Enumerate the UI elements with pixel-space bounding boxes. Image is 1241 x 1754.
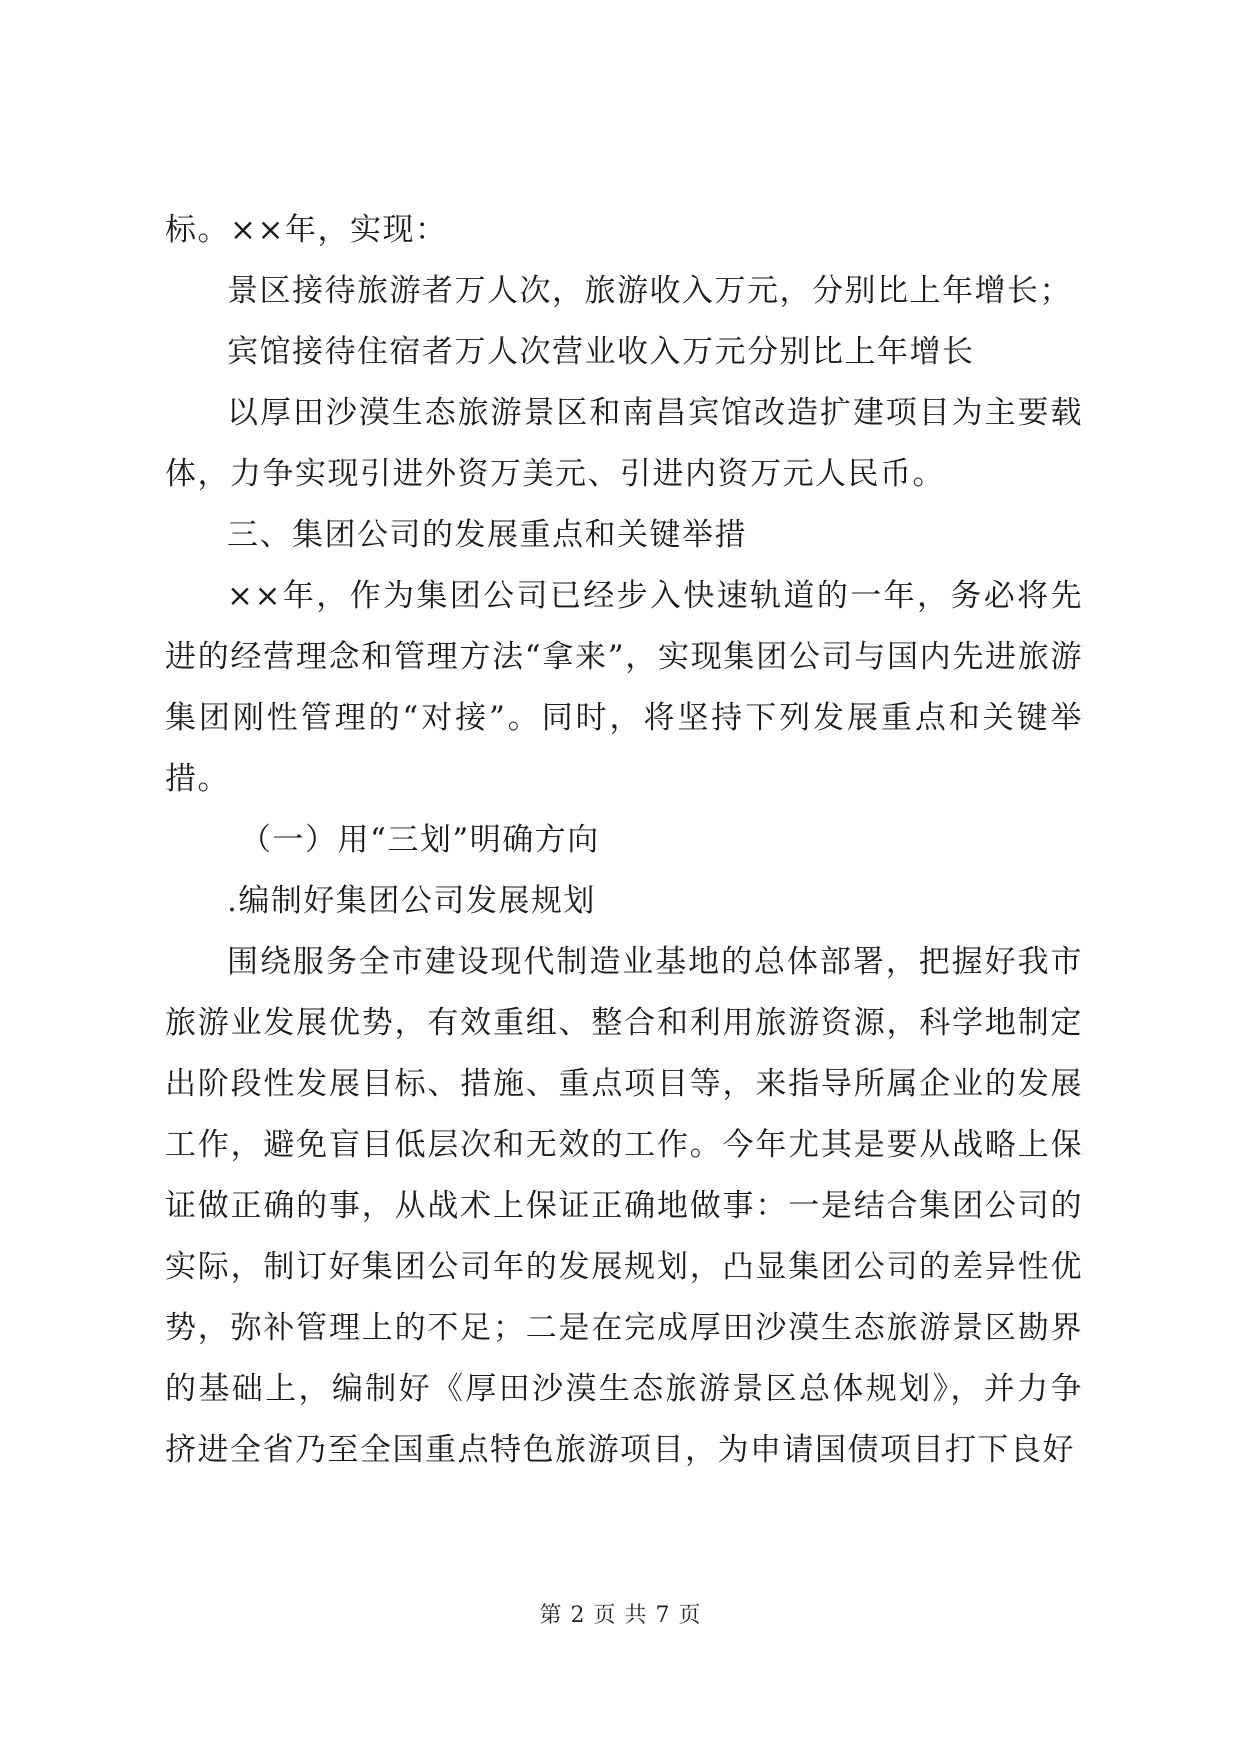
paragraph-scenic-target: 景区接待旅游者万人次，旅游收入万元，分别比上年增长； [227, 273, 1072, 309]
paragraph-plan-detail: 围绕服务全市建设现代制造业基地的总体部署，把握好我市旅游业发展优势，有效重组、整合和利用旅游资源，科学地制定出阶段性发展目标、措施、重点项目等，来指导所属企业的发展工作，避免盲目低层次和无效的工作。今年尤其是要从战略上保证做正确的事，从战术上保证正确地做事：一是结合集团公司的实际，制订好集团公司年的发展规划，凸显集团公司的差异性优势，弥补管理上的不足；二是在完成厚田沙漠生态旅游景区勘界的基础上，编制好《厚田沙漠生态旅游景区总体规划》，并力争挤进全省乃至全国重点特色旅游项目，为申请国债项目打下良好 [165, 944, 1083, 1468]
document-body [165, 200, 1083, 1481]
item-heading-plan: .编制好集团公司发展规划 [227, 883, 596, 919]
paragraph-hotel-target: 宾馆接待住宿者万人次营业收入万元分别比上年增长 [227, 334, 975, 370]
section-heading-3: 三、集团公司的发展重点和关键举措 [227, 517, 747, 553]
paragraph-development-intro: ××年，作为集团公司已经步入快速轨道的一年，务必将先进的经营理念和管理方法“拿来”，实现集团公司与国内先进旅游集团刚性管理的“对接”。同时，将坚持下列发展重点和关键举措。 [165, 578, 1083, 797]
paragraph-continuation: 标。××年，实现： [165, 212, 448, 248]
subsection-heading-1: （一）用“三划”明确方向 [240, 822, 600, 858]
paragraph-investment-target: 以厚田沙漠生态旅游景区和南昌宾馆改造扩建项目为主要载体，力争实现引进外资万美元、引进内资万元人民币。 [165, 395, 1083, 492]
page-footer: 第 2 页 共 7 页 [539, 1603, 702, 1628]
